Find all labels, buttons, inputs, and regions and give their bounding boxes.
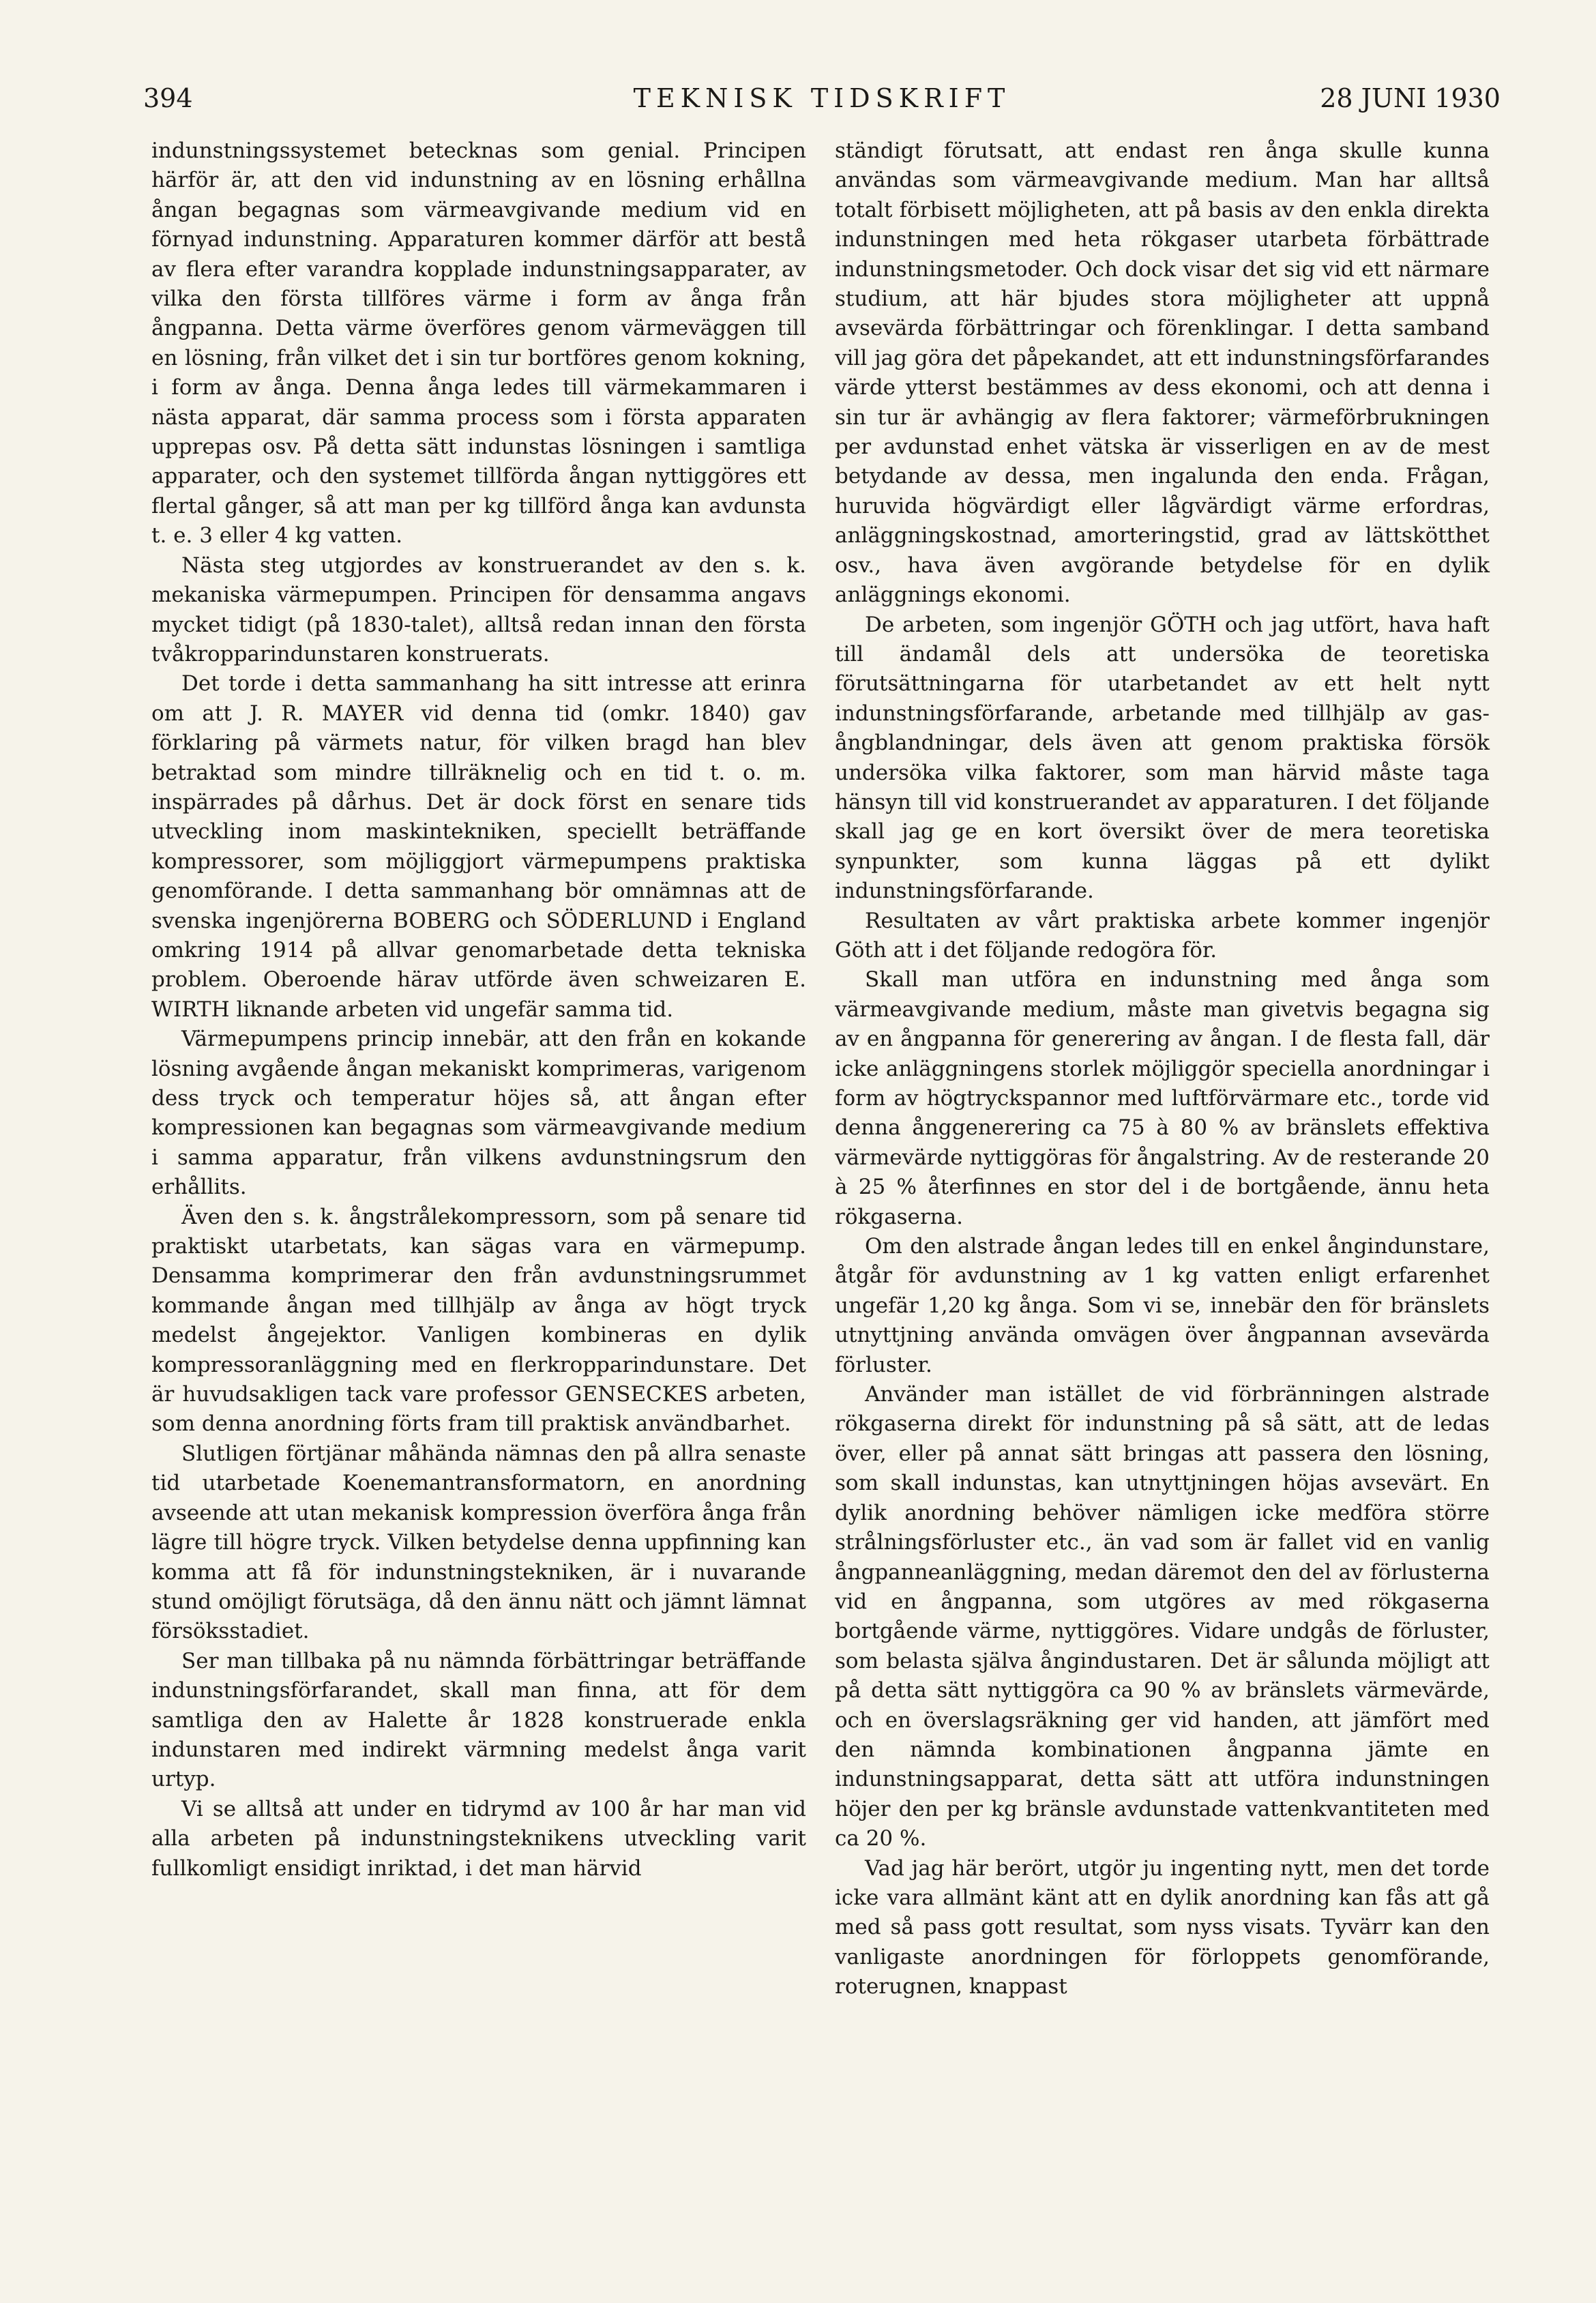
left-column — [151, 136, 806, 1883]
paragraph: ständigt förutsatt, att endast ren ånga skulle kunna användas som värmeavgivande medium. Man har alltså totalt förbisett möjligheten, att på basis av den enkla direkta indunstningen med heta rökgaser utarbeta förbättrade indunstningsmetoder. Och dock visar det sig vid ett närmare studium, att här bjudes stora möjligheter att uppnå avsevärda förbättringar och förenklingar. I detta samband vill jag göra det påpekandet, att ett indunstningsförfarandes värde ytterst bestämmes av dess ekonomi, och att denna i sin tur är avhängig av flera faktorer; värmeförbrukningen per avdunstad enhet vätska är visserligen en av de mest betydande av dessa, men ingalunda den enda. Frågan, huruvida högvärdigt eller lågvärdigt värme erfordras, anläggningskostnad, amorteringstid, grad av lättskötthet osv., hava även avgörande betydelse för en dylik anläggnings ekonomi. — [835, 138, 1490, 608]
issue-date: 28 JUNI 1930 — [1320, 83, 1501, 113]
paragraph: indunstningssystemet betecknas som genial. Principen härför är, att den vid indunstning av en lösning erhållna ångan begagnas som värmeavgivande medium vid en förnyad indunstning. Apparaturen kommer därför att bestå av flera efter varandra kopplade indunstningsapparater, av vilka den första tillföres värme i form av ånga från ångpanna. Detta värme överföres genom värmeväggen till en lösning, från vilket det i sin tur bortföres genom kokning, i form av ånga. Denna ånga ledes till värmekammaren i nästa apparat, där samma process som i första apparaten upprepas osv. På detta sätt indunstas lösningen i samtliga apparater, och den systemet tillförda ångan nyttiggöres ett flertal gånger, så att man per kg tillförd ånga kan avdunsta t. e. 3 eller 4 kg vatten. — [151, 138, 806, 548]
paragraph: Om den alstrade ångan ledes till en enkel ångindunstare, åtgår för avdunstning av 1 kg vatten enligt erfarenhet ungefär 1,20 kg ånga. Som vi se, innebär den för bränslets utnyttjning använda omvägen över ångpannan avsevärda förluster. — [835, 1234, 1490, 1377]
paragraph: Det torde i detta sammanhang ha sitt intresse att erinra om att J. R. MAYER vid denna tid (omkr. 1840) gav förklaring på värmets natur, för vilken bragd han blev betraktad som mindre tillräknelig och en tid t. o. m. inspärrades på dårhus. Det är dock först en senare tids utveckling inom maskintekniken, speciellt beträffande kompressorer, som möjliggjort värmepumpens praktiska genomförande. I detta sammanhang bör omnämnas att de svenska ingenjörerna BOBERG och SÖDERLUND i England omkring 1914 på allvar genomarbetade detta tekniska problem. Oberoende härav utförde även schweizaren E. WIRTH liknande arbeten vid ungefär samma tid. — [151, 671, 806, 1022]
right-column — [835, 136, 1490, 2002]
paragraph: Värmepumpens princip innebär, att den från en kokande lösning avgående ångan mekaniskt komprimeras, varigenom dess tryck och temperatur höjes så, att ångan efter kompressionen kan begagnas som värmeavgivande medium i samma apparatur, från vilkens avdunstningsrum den erhållits. — [151, 1027, 806, 1200]
journal-title: TEKNISK TIDSKRIFT — [633, 83, 1011, 113]
paragraph: Ser man tillbaka på nu nämnda förbättringar beträffande indunstningsförfarandet, skall man finna, att för dem samtliga den av Halette år 1828 konstruerade enkla indunstaren med indirekt värmning medelst ånga varit urtyp. — [151, 1648, 806, 1792]
page-number: 394 — [143, 83, 193, 113]
paragraph: Använder man istället de vid förbränningen alstrade rökgaserna direkt för indunstning på så sätt, att de ledas över, eller på annat sätt bringas att passera den lösning, som skall indunstas, kan utnyttjningen höjas avsevärt. En dylik anordning behöver nämligen icke medföra större strålningsförluster etc., än vad som är fallet vid en vanlig ångpanneanläggning, medan däremot den del av förlusterna vid en ångpanna, som utgöres av med rökgaserna bortgående värme, nyttiggöres. Vidare undgås de förluster, som belasta själva ångindustaren. Det är sålunda möjligt att på detta sätt nyttiggöra ca 90 % av bränslets värmevärde, och en överslagsräkning ger vid handen, att jämfört med den nämnda kombinationen ångpanna jämte en indunstningsapparat, detta sätt att utföra indunstningen höjer den per kg bränsle avdunstade vattenkvantiteten med ca 20 %. — [835, 1382, 1490, 1851]
paragraph: Vad jag här berört, utgör ju ingenting nytt, men det torde icke vara allmänt känt att en dylik anordning kan fås att gå med så pass gott resultat, som nyss visats. Tyvärr kan den vanligaste anordningen för förloppets genomförande, roterugnen, knappast — [835, 1855, 1490, 1999]
page-header — [143, 83, 1501, 124]
paragraph: Även den s. k. ångstrålekompressorn, som på senare tid praktiskt utarbetats, kan sägas vara en värmepump. Densamma komprimerar den från avdunstningsrummet kommande ångan med tillhjälp av ånga av högt tryck medelst ångejektor. Vanligen kombineras en dylik kompressoranläggning med en flerkropparindunstare. Det är huvudsakligen tack vare professor GENSECKES arbeten, som denna anordning förts fram till praktisk användbarhet. — [151, 1204, 806, 1437]
paragraph: Nästa steg utgjordes av konstruerandet av den s. k. mekaniska värmepumpen. Principen för densamma angavs mycket tidigt (på 1830-talet), alltså redan innan den första tvåkropparindunstaren konstruerats. — [151, 553, 806, 666]
paragraph: Slutligen förtjänar måhända nämnas den på allra senaste tid utarbetade Koenemantransformatorn, en anordning avseende att utan mekanisk kompression överföra ånga från lägre till högre tryck. Vilken betydelse denna uppfinning kan komma att få för indunstningstekniken, är i nuvarande stund omöjligt förutsäga, då den ännu nätt och jämnt lämnat försöksstadiet. — [151, 1441, 806, 1644]
paragraph: De arbeten, som ingenjör GÖTH och jag utfört, hava haft till ändamål dels att undersöka de teoretiska förutsättningarna för utarbetandet av ett helt nytt indunstningsförfarande, arbetande med tillhjälp av gas-ångblandningar, dels även att genom praktiska försök undersöka vilka faktorer, som man härvid måste taga hänsyn till vid konstruerandet av apparaturen. I det följande skall jag ge en kort översikt över de mera teoretiska synpunkter, som kunna läggas på ett dylikt indunstningsförfarande. — [835, 612, 1490, 904]
paragraph: Skall man utföra en indunstning med ånga som värmeavgivande medium, måste man givetvis begagna sig av en ångpanna för generering av ångan. I de flesta fall, där icke anläggningens storlek möjliggör speciella anordningar i form av högtryckspannor med luftförvärmare etc., torde vid denna ånggenerering ca 75 à 80 % av bränslets effektiva värmevärde nyttiggöras för ångalstring. Av de resterande 20 à 25 % återfinnes en stor del i de bortgående, ännu heta rökgaserna. — [835, 967, 1490, 1229]
paragraph: Vi se alltså att under en tidrymd av 100 år har man vid alla arbeten på indunstningsteknikens utveckling varit fullkomligt ensidigt inriktad, i det man härvid — [151, 1796, 806, 1881]
paragraph: Resultaten av vårt praktiska arbete kommer ingenjör Göth att i det följande redogöra för. — [835, 908, 1490, 963]
